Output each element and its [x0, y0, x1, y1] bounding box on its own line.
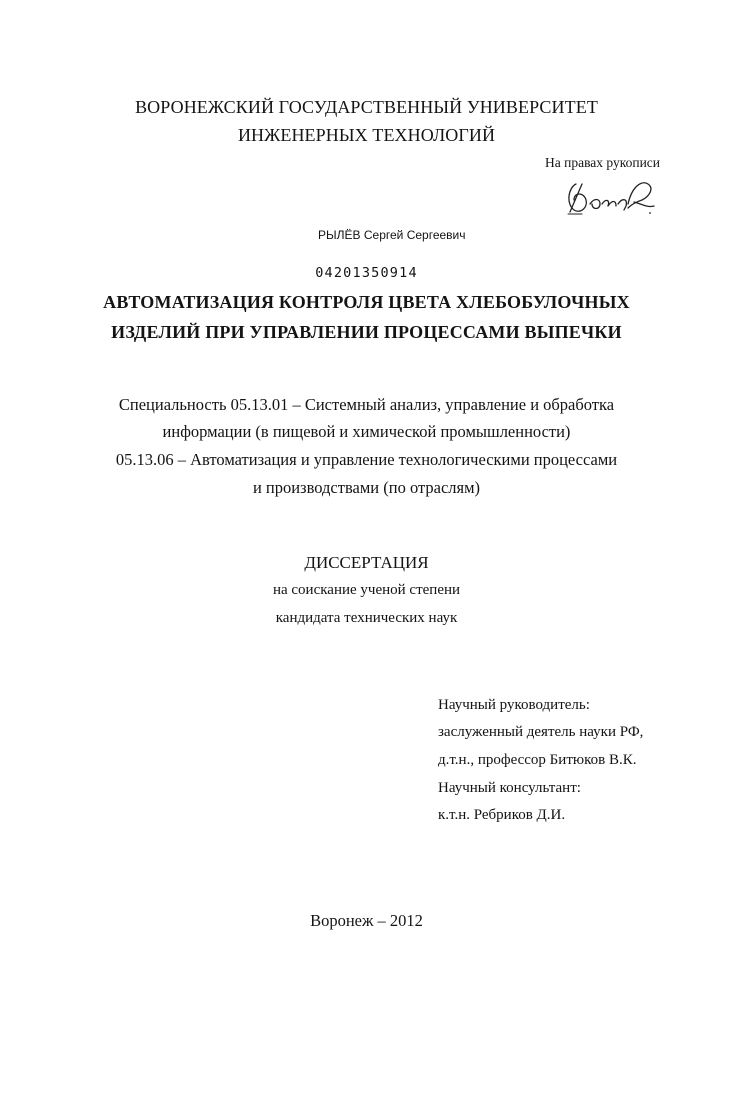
- degree-purpose-line2: кандидата технических наук: [275, 610, 458, 626]
- dissertation-title-line2: ИЗДЕЛИЙ ПРИ УПРАВЛЕНИИ ПРОЦЕССАМИ ВЫПЕЧКИ: [111, 322, 622, 342]
- author-name: РЫЛЁВ Сергей Сергеевич: [318, 228, 466, 242]
- city-year: Воронеж – 2012: [310, 911, 423, 930]
- document-type-heading: ДИССЕРТАЦИЯ: [304, 553, 429, 572]
- handwritten-signature-icon: [562, 174, 662, 218]
- supervisor-name: д.т.н., профессор Битюков В.К.: [438, 752, 637, 768]
- university-name-line2: ИНЖЕНЕРНЫХ ТЕХНОЛОГИЙ: [237, 125, 496, 145]
- consultant-name: к.т.н. Ребриков Д.И.: [438, 807, 566, 823]
- supervisor-title: заслуженный деятель науки РФ,: [438, 724, 644, 740]
- specialty-line4: и производствами (по отраслям): [252, 478, 481, 497]
- degree-purpose-line1: на соискание ученой степени: [272, 582, 461, 598]
- consultant-label: Научный консультант:: [438, 780, 581, 796]
- specialty-line1: Специальность 05.13.01 – Системный анализ, управление и обработка: [118, 395, 615, 414]
- specialty-line3: 05.13.06 – Автоматизация и управление технологическими процессами: [115, 450, 618, 469]
- specialty-line2: информации (в пищевой и химической промышленности): [162, 422, 571, 441]
- dissertation-title-line1: АВТОМАТИЗАЦИЯ КОНТРОЛЯ ЦВЕТА ХЛЕБОБУЛОЧНЫХ: [103, 292, 630, 312]
- supervisor-label: Научный руководитель:: [438, 697, 590, 713]
- catalog-code: 04201350914: [315, 265, 418, 281]
- manuscript-rights-note: На правах рукописи: [545, 155, 661, 170]
- university-name-line1: ВОРОНЕЖСКИЙ ГОСУДАРСТВЕННЫЙ УНИВЕРСИТЕТ: [135, 97, 598, 117]
